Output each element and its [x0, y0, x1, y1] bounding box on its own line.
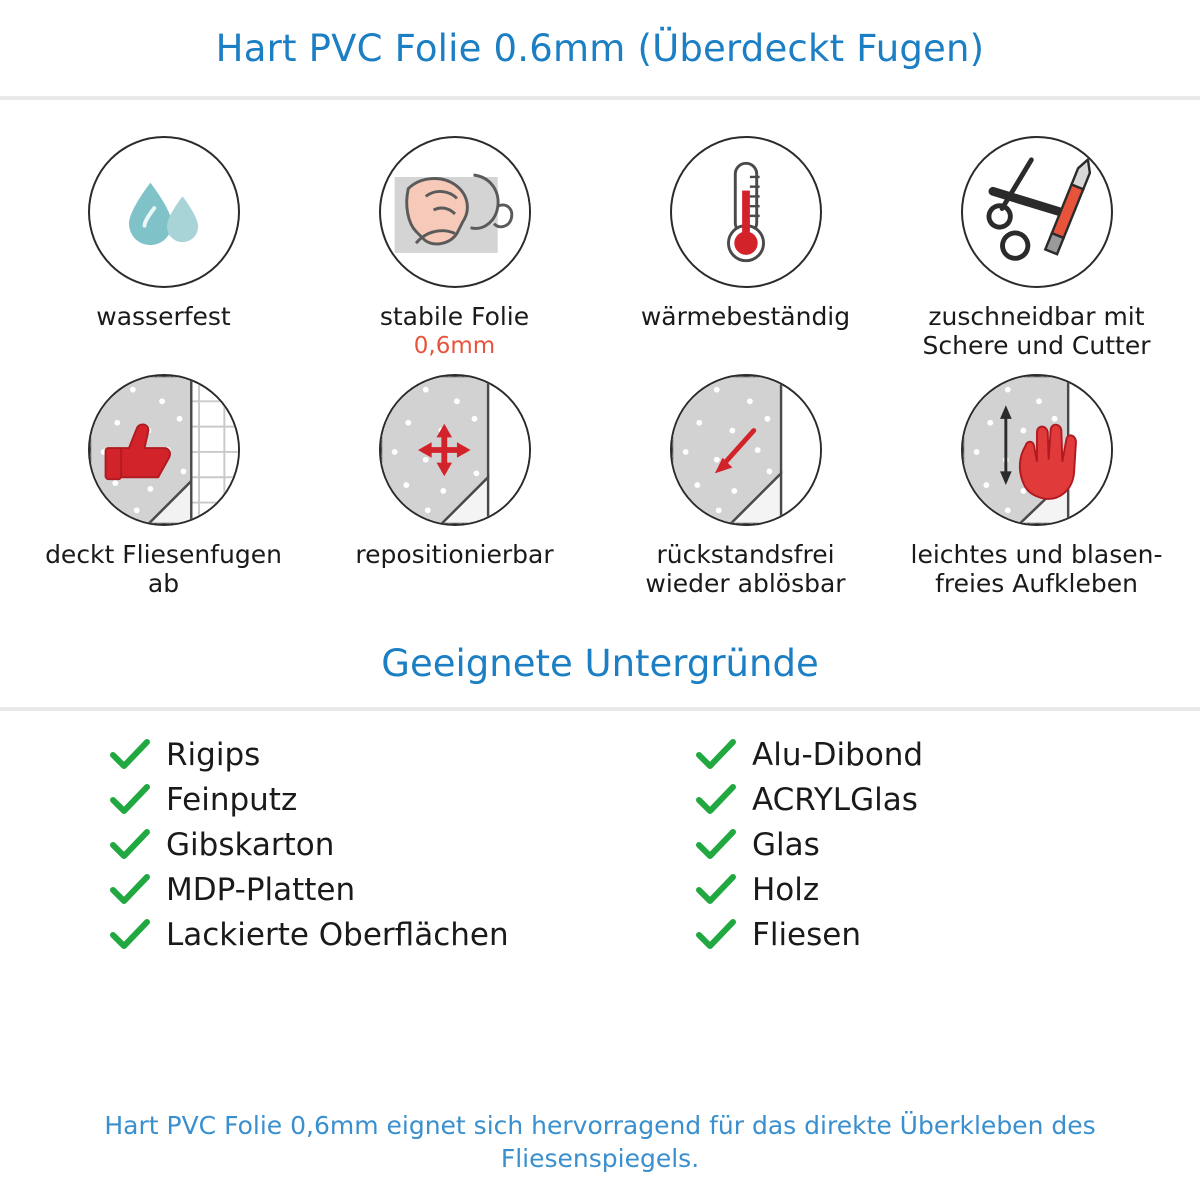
list-item-label: Glas	[752, 827, 820, 863]
water-drops-icon	[88, 136, 240, 288]
list-item-label: MDP-Platten	[166, 872, 356, 908]
scissors-cutter-icon	[961, 136, 1113, 288]
list-item	[696, 782, 1200, 818]
list-item	[110, 737, 600, 773]
check-icon	[110, 828, 150, 862]
check-icon	[696, 828, 736, 862]
feature-caption: leichtes und blasen- freies Aufkleben	[910, 540, 1163, 598]
feature-caption: repositionierbar	[355, 540, 554, 569]
check-icon	[696, 918, 736, 952]
thermometer-icon	[670, 136, 822, 288]
page-header	[0, 0, 1200, 100]
list-item-label: Rigips	[166, 737, 261, 773]
feature-aufkleben	[891, 374, 1182, 598]
feature-caption: rückstandsfrei wieder ablösbar	[645, 540, 846, 598]
list-item	[110, 782, 600, 818]
list-item	[110, 827, 600, 863]
hand-smooth-icon	[961, 374, 1113, 526]
strong-arm-icon	[379, 136, 531, 288]
list-item-label: Holz	[752, 872, 820, 908]
list-item	[110, 872, 600, 908]
check-icon	[110, 918, 150, 952]
list-item-label: Lackierte Oberflächen	[166, 917, 509, 953]
check-icon	[110, 738, 150, 772]
feature-caption: wärmebeständig	[640, 302, 851, 331]
check-icon	[110, 873, 150, 907]
list-item	[696, 872, 1200, 908]
move-arrows-icon	[379, 374, 531, 526]
feature-caption: stabile Folie	[379, 302, 530, 331]
feature-waermebestaendig	[600, 136, 891, 360]
check-icon	[696, 873, 736, 907]
feature-caption: zuschneidbar mit Schere und Cutter	[922, 302, 1151, 360]
list-item-label: ACRYLGlas	[752, 782, 918, 818]
substrates-lists	[0, 711, 1200, 962]
peel-arrow-icon	[670, 374, 822, 526]
feature-caption: wasserfest	[96, 302, 231, 331]
section-title: Geeignete Untergründe	[0, 642, 1200, 711]
feature-repositionierbar	[309, 374, 600, 598]
list-item	[696, 917, 1200, 953]
thumbs-up-tiles-icon	[88, 374, 240, 526]
feature-rueckstandsfrei	[600, 374, 891, 598]
list-item	[696, 827, 1200, 863]
check-icon	[696, 738, 736, 772]
footer-note: Hart PVC Folie 0,6mm eignet sich hervorragend für das direkte Überkleben des Fliesenspiegels.	[104, 1110, 1096, 1174]
list-item	[110, 917, 600, 953]
list-item-label: Fliesen	[752, 917, 861, 953]
feature-grid	[0, 100, 1200, 598]
feature-stabile-folie	[309, 136, 600, 360]
substrates-right-column	[600, 737, 1200, 962]
check-icon	[696, 783, 736, 817]
feature-caption: deckt Fliesenfugen ab	[45, 540, 282, 598]
page-title: Hart PVC Folie 0.6mm (Überdeckt Fugen)	[215, 26, 985, 70]
feature-fliesenfugen	[18, 374, 309, 598]
list-item-label: Alu-Dibond	[752, 737, 924, 773]
feature-wasserfest	[18, 136, 309, 360]
substrates-left-column	[0, 737, 600, 962]
list-item	[696, 737, 1200, 773]
list-item-label: Feinputz	[166, 782, 298, 818]
feature-subcaption: 0,6mm	[413, 333, 496, 359]
feature-zuschneidbar	[891, 136, 1182, 360]
check-icon	[110, 783, 150, 817]
list-item-label: Gibskarton	[166, 827, 335, 863]
